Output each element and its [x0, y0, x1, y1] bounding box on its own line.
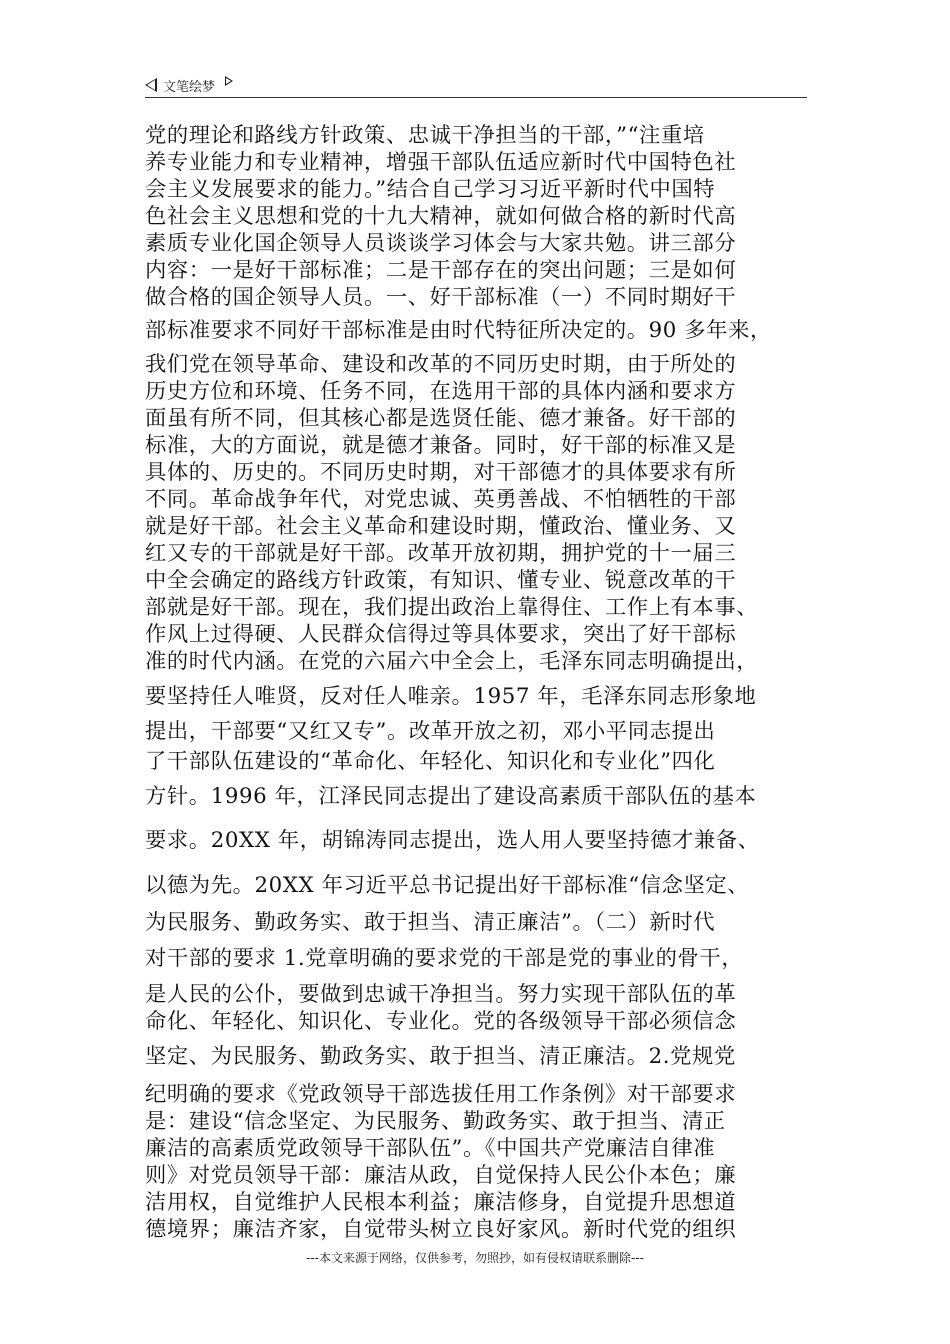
- text-line: 内容：一是好干部标准；二是干部存在的突出问题；三是如何: [145, 258, 737, 283]
- text-line: 会主义发展要求的能力。”结合自己学习习近平新时代中国特: [145, 177, 716, 202]
- triangle-left-icon: [145, 78, 157, 92]
- text-line: 标准，大的方面说，就是德才兼备。同时，好干部的标准又是: [145, 433, 737, 458]
- text-line: 纪明确的要求《党政领导干部选拔任用工作条例》对干部要求: [145, 1082, 737, 1107]
- text-line: 廉洁的高素质党政领导干部队伍”。《中国共产党廉洁自律准: [145, 1136, 716, 1161]
- text-line: 色社会主义思想和党的十九大精神，就如何做合格的新时代高: [145, 204, 737, 229]
- text-line: 坚定、为民服务、勤政务实、敢于担当、清正廉洁。2.党规党: [145, 1044, 736, 1069]
- text-line: 方针。1996 年，江泽民同志提出了建设高素质干部队伍的基本: [145, 784, 757, 809]
- text-line: 准的时代内涵。在党的六届六中全会上，毛泽东同志明确提出，: [145, 649, 759, 674]
- text-line: 历史方位和环境、任务不同，在选用干部的具体内涵和要求方: [145, 379, 737, 404]
- text-line: 是：建设“信念坚定、为民服务、勤政务实、敢于担当、清正: [145, 1109, 726, 1134]
- text-line: 红又专的干部就是好干部。改革开放初期，拥护党的十一届三: [145, 541, 737, 566]
- text-line: 作风上过得硬、人民群众信得过等具体要求，突出了好干部标: [145, 622, 737, 647]
- text-line: 做合格的国企领导人员。一、好干部标准（一）不同时期好干: [145, 285, 737, 310]
- text-line: 是人民的公仆，要做到忠诚干净担当。努力实现干部队伍的革: [145, 982, 737, 1007]
- text-line: 不同。革命战争年代，对党忠诚、英勇善战、不怕牺牲的干部: [145, 487, 737, 512]
- text-line: 命化、年轻化、知识化、专业化。党的各级领导干部必须信念: [145, 1009, 737, 1034]
- page-header: [145, 74, 805, 96]
- text-line: 要坚持任人唯贤，反对任人唯亲。1957 年，毛泽东同志形象地: [145, 684, 757, 709]
- footer-disclaimer: ---本文来源于网络，仅供参考，勿照抄，如有侵权请联系删除---: [306, 1251, 644, 1265]
- text-line: 素质专业化国企领导人员谈谈学习体会与大家共勉。讲三部分: [145, 231, 737, 256]
- text-line: 党的理论和路线方针政策、忠诚干净担当的干部，”“注重培: [145, 123, 705, 148]
- text-line: 要求。20XX 年，胡锦涛同志提出，选人用人要坚持德才兼备、: [145, 828, 760, 853]
- text-line: 德境界；廉洁齐家，自觉带头树立良好家风。新时代党的组织: [145, 1217, 737, 1242]
- triangle-right-icon: [225, 76, 233, 86]
- text-line: 则》对党员领导干部：廉洁从政，自觉保持人民公仆本色；廉: [145, 1163, 737, 1188]
- text-line: 对干部的要求 1.党章明确的要求党的干部是党的事业的骨干，: [145, 946, 744, 971]
- header-title: 文笔绘梦: [163, 79, 216, 95]
- text-line: 以德为先。20XX 年习近平总书记提出好干部标准“信念坚定、: [145, 873, 750, 898]
- text-line: 洁用权，自觉维护人民根本利益；廉洁修身，自觉提升思想道: [145, 1190, 737, 1215]
- text-line: 就是好干部。社会主义革命和建设时期，懂政治、懂业务、又: [145, 514, 737, 539]
- text-line: 具体的、历史的。不同历史时期，对干部德才的具体要求有所: [145, 460, 737, 485]
- text-line: 部就是好干部。现在，我们提出政治上靠得住、工作上有本事、: [145, 595, 759, 620]
- text-line: 为民服务、勤政务实、敢于担当、清正廉洁”。（二）新时代: [145, 910, 716, 935]
- text-line: 提出，干部要“又红又专”。改革开放之初，邓小平同志提出: [145, 719, 716, 744]
- header-divider: [145, 97, 807, 98]
- text-line: 了干部队伍建设的“革命化、年轻化、知识化和专业化”四化: [145, 749, 716, 774]
- text-line: 养专业能力和专业精神，增强干部队伍适应新时代中国特色社: [145, 150, 737, 175]
- text-line: 我们党在领导革命、建设和改革的不同历史时期，由于所处的: [145, 352, 737, 377]
- text-line: 中全会确定的路线方针政策，有知识、懂专业、锐意改革的干: [145, 568, 737, 593]
- text-line: 面虽有所不同，但其核心都是选贤任能、德才兼备。好干部的: [145, 406, 737, 431]
- text-line: 部标准要求不同好干部标准是由时代特征所决定的。90 多年来，: [145, 318, 772, 343]
